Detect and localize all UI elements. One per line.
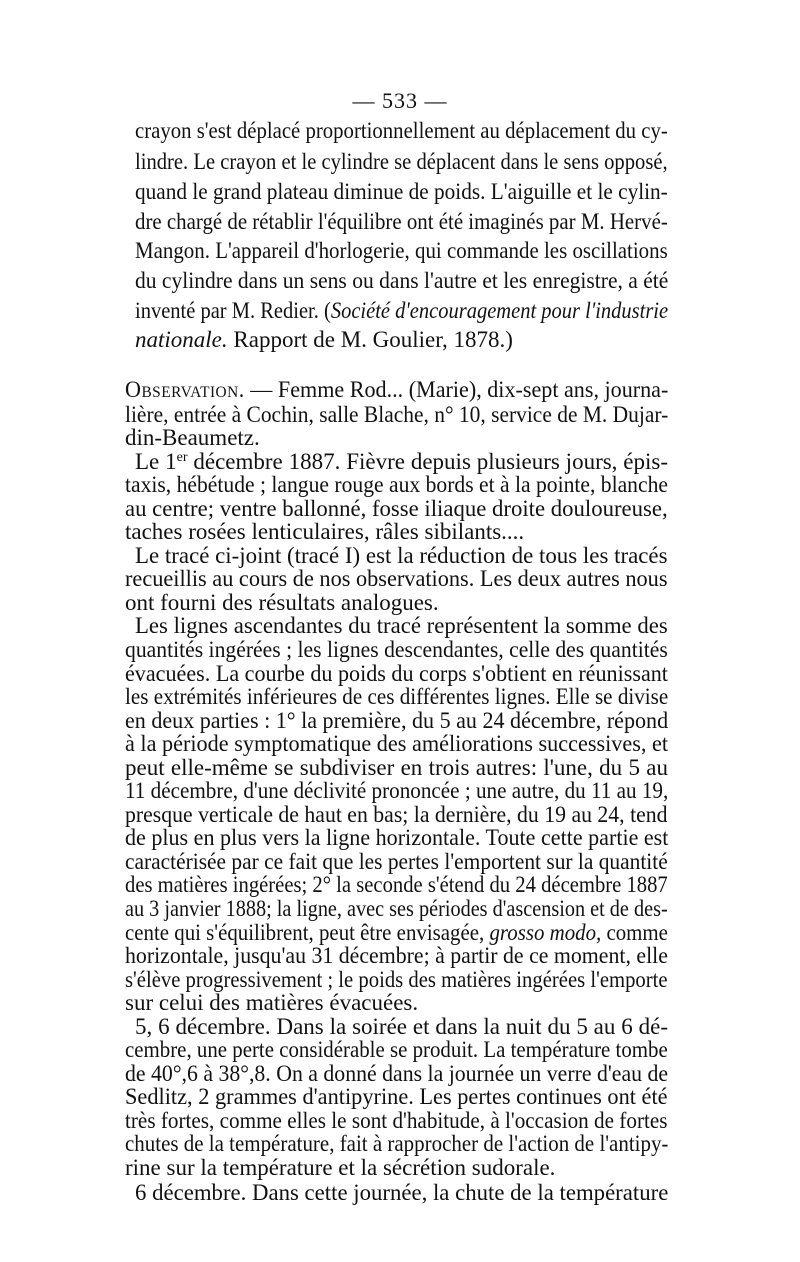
text-line: Le 1er décembre 1887. Fièvre depuis plusieurs jours, épis- [135,449,668,474]
text-line: au centre; ventre ballonné, fosse iliaque droite douloureuse, [125,496,668,521]
text-line: din-Beaumetz. [125,425,260,450]
text-line: très fortes, comme elles le sont d'habitude, à l'occasion de fortes [125,1108,668,1133]
text-line: 5, 6 décembre. Dans la soirée et dans la nuit du 5 au 6 dé- [135,1014,668,1039]
text-line: lindre. Le crayon et le cylindre se déplacent dans le sens opposé, [135,149,668,174]
text-line: ont fourni des résultats analogues. [125,590,439,615]
text-line: à la période symptomatique des améliorations successives, et [125,731,669,756]
text-line: les extrémités inférieures de ces différentes lignes. Elle se divise [125,684,669,709]
text-line: Mangon. L'appareil d'horlogerie, qui commande les oscillations [135,238,668,263]
text-line: dre chargé de rétablir l'équilibre ont été imaginés par M. Hervé- [135,209,668,234]
text-line: des matières ingérées; 2° la seconde s'étend du 24 décembre 1887 [125,872,668,897]
text-line: cembre, une perte considérable se produit. La température tombe [125,1037,668,1062]
text-line: évacuées. La courbe du poids du corps s'obtient en réunissant [125,661,668,686]
text-line: Le tracé ci-joint (tracé I) est la réduction de tous les tracés [135,543,668,568]
text-line: caractérisée par ce fait que les pertes l'emportent sur la quantité [125,849,668,874]
text-line: s'élève progressivement ; le poids des matières ingérées l'emporte [125,967,668,992]
text-line: nationale. Rapport de M. Goulier, 1878.) [135,327,513,352]
text-line: au 3 janvier 1888; la ligne, avec ses périodes d'ascension et de des- [125,896,668,921]
text-line: sur celui des matières évacuées. [125,990,419,1015]
text-line: cente qui s'équilibrent, peut être envisagée, grosso modo, comme [125,920,668,945]
text-line: presque verticale de haut en bas; la dernière, du 19 au 24, tend [125,802,668,827]
text-line: recueillis au cours de nos observations. Les deux autres nous [125,566,668,591]
text-line: du cylindre dans un sens ou dans l'autre et les enregistre, a été [135,268,669,293]
text-line: Les lignes ascendantes du tracé représentent la somme des [135,613,668,638]
text-line: 6 décembre. Dans cette journée, la chute de la température [135,1180,669,1205]
text-line: crayon s'est déplacé proportionnellement au déplacement du cy- [135,118,668,143]
text-line: chutes de la température, fait à rapprocher de l'action de l'antipy- [125,1131,669,1156]
text-line: en deux parties : 1° la première, du 5 au 24 décembre, répond [125,708,669,733]
text-line: de 40°,6 à 38°,8. On a donné dans la journée un verre d'eau de [125,1061,669,1086]
text-line: 11 décembre, d'une déclivité prononcée ; une autre, du 11 au 19, [125,778,669,803]
text-line: quand le grand plateau diminue de poids. L'aiguille et le cylin- [135,179,668,204]
text-line: lière, entrée à Cochin, salle Blache, n° 10, service de M. Dujar- [125,402,669,427]
text-line: taxis, hébétude ; langue rouge aux bords et à la pointe, blanche [125,472,668,497]
text-line: rine sur la température et la sécrétion sudorale. [125,1155,556,1180]
observation-heading-line: Observation. — Femme Rod... (Marie), dix-sept ans, journa- [125,377,669,402]
text-line: Sedlitz, 2 grammes d'antipyrine. Les pertes continues ont été [125,1084,668,1109]
text-line: de plus en plus vers la ligne horizontale. Toute cette partie est [125,825,669,850]
text-line: peut elle-même se subdiviser en trois autres: l'une, du 5 au [125,755,668,780]
text-line: taches rosées lenticulaires, râles sibilants.... [125,519,525,544]
text-line: horizontale, jusqu'au 31 décembre; à partir de ce moment, elle [125,943,668,968]
text-line: inventé par M. Redier. (Société d'encouragement pour l'industrie [135,298,669,323]
text-line: quantités ingérées ; les lignes descendantes, celle des quantités [125,637,668,662]
page-number: — 533 — [352,88,448,113]
